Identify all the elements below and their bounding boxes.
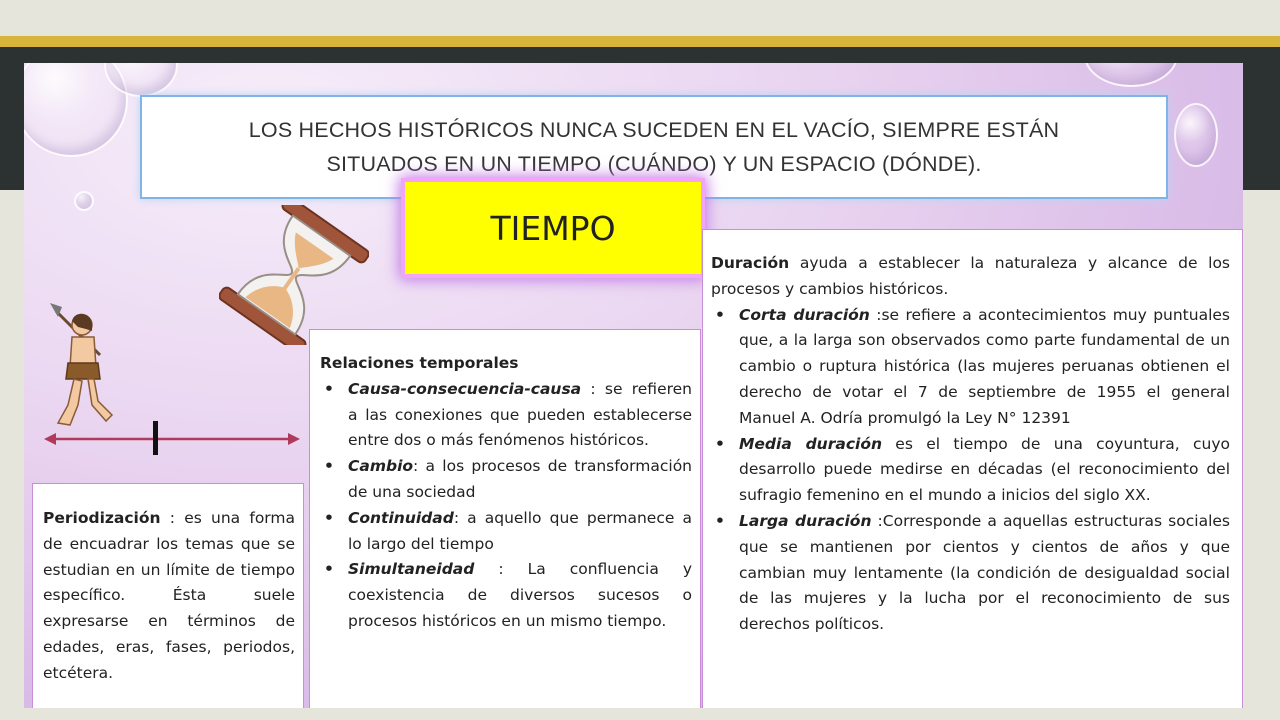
- periodizacion-box: [32, 483, 304, 708]
- item-term: Media duración: [739, 434, 882, 453]
- bubble-decoration: [1174, 103, 1218, 167]
- item-text: : a los procesos de transformación de una sociedad: [348, 457, 692, 501]
- bubble-decoration: [74, 191, 94, 211]
- item-text: : a aquello que permanece a lo largo del tiempo: [348, 508, 692, 553]
- item-term: Simultaneidad: [348, 560, 475, 579]
- item-text: : se refieren a las conexiones que pueden establecerse entre dos o más fenómenos históricos.: [348, 379, 692, 450]
- duracion-box: [702, 229, 1243, 708]
- periodizacion-paragraph: [43, 506, 295, 687]
- item-term: Cambio: [348, 457, 414, 476]
- item-term: Continuidad: [348, 508, 454, 527]
- duracion-intro: [711, 251, 1230, 303]
- relaciones-title: Relaciones temporales: [320, 354, 519, 372]
- duracion-term: Duración: [711, 254, 790, 272]
- item-term: Corta duración: [739, 305, 870, 324]
- timeline-arrow-icon: [42, 417, 302, 457]
- headline-line-1: LOS HECHOS HISTÓRICOS NUNCA SUCEDEN EN EL VACÍO, SIEMPRE ESTÁN: [248, 118, 1060, 142]
- relaciones-list: [320, 377, 692, 635]
- tiempo-label: TIEMPO: [490, 208, 616, 248]
- periodizacion-text: : es una forma de encuadrar los temas que se estudian en un límite de tiempo específico. Ésta suele expresarse en términos de edades, eras, fases, periodos, etcétera.: [43, 509, 295, 682]
- caveman-icon: [48, 301, 118, 431]
- list-item: [320, 377, 692, 454]
- bubble-decoration: [1084, 63, 1178, 87]
- item-text: :se refiere a acontecimientos muy puntuales que, a la larga son observados como parte fundamental de un cambio o ruptura histórica (las mujeres peruanas obtienen el derecho de votar el 7 de septiembre de 1955 el general Manuel A. Odría promulgó la Ley N° 12391: [739, 305, 1230, 427]
- item-term: Causa-consecuencia-causa: [348, 379, 582, 398]
- item-text: :Corresponde a aquellas estructuras sociales que se mantienen por cientos y cientos de años y que cambian muy lentamente (la condición de desigualdad social de las mujeres y la lucha por el reconocimiento de sus derechos políticos.: [739, 511, 1230, 634]
- item-term: Larga duración: [739, 511, 872, 530]
- list-item: [320, 454, 692, 506]
- frame-top-band: [0, 0, 1280, 36]
- list-item: [320, 557, 692, 634]
- list-item: [711, 303, 1230, 432]
- slide: [24, 63, 1243, 708]
- duracion-intro-text: ayuda a establecer la naturaleza y alcance de los procesos y cambios históricos.: [711, 254, 1230, 298]
- item-text: : La confluencia y coexistencia de diversos sucesos o procesos históricos en un mismo tiempo.: [348, 560, 692, 630]
- tiempo-title: [405, 182, 701, 274]
- list-item: [711, 432, 1230, 509]
- list-item: [711, 509, 1230, 638]
- item-text: es el tiempo de una coyuntura, cuyo desarrollo puede medirse en décadas (el reconocimiento del sufragio femenino en el mundo a inicios del siglo XX.: [739, 434, 1230, 505]
- frame-gold-stripe: [0, 36, 1280, 47]
- hourglass-icon: [219, 205, 369, 345]
- periodizacion-term: Periodización: [43, 509, 161, 527]
- headline-line-2: SITUADOS EN UN TIEMPO (CUÁNDO) Y UN ESPACIO (DÓNDE).: [326, 152, 982, 176]
- relaciones-box: [309, 329, 701, 708]
- duracion-list: [711, 303, 1230, 638]
- list-item: [320, 506, 692, 558]
